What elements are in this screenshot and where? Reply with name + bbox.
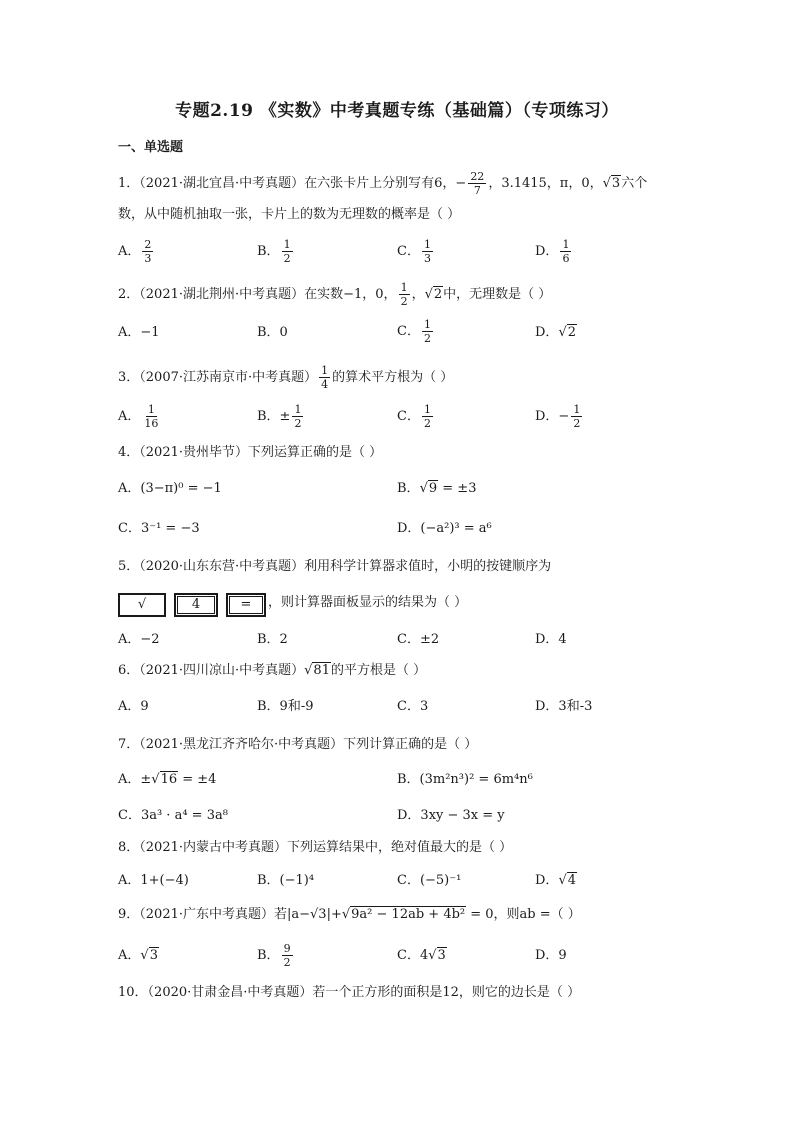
q7-option-c[interactable]: C．3a³ · a⁴ = 3a⁸: [118, 808, 228, 823]
question-4-stem: 4．（2021·贵州毕节）下列运算正确的是（ ）: [118, 445, 383, 460]
q2-option-a[interactable]: A．−1: [118, 325, 160, 340]
q2-option-d[interactable]: D．√2: [535, 325, 577, 340]
q4-option-a[interactable]: A．(3−π)⁰ = −1: [118, 481, 222, 496]
q9-option-d[interactable]: D．9: [535, 948, 567, 963]
q4-option-c[interactable]: C．3⁻¹ = −3: [118, 521, 200, 536]
q1-option-c[interactable]: C． $\frac{1}{3}$: [397, 238, 431, 265]
q8-option-c[interactable]: C．(−5)⁻¹: [397, 873, 462, 888]
question-1-stem: 1．（2021·湖北宜昌·中考真题）在六张卡片上分别写有6，− $\frac{22}{7}$ ，3.1415，π，0，√3六个: [118, 170, 648, 197]
q1-option-b[interactable]: B． $\frac{1}{2}$: [257, 238, 291, 265]
q5-option-b[interactable]: B．2: [257, 632, 288, 647]
q9-option-c[interactable]: C．4√3: [397, 948, 446, 963]
q7-option-b[interactable]: B．(3m²n³)² = 6m⁴n⁶: [397, 772, 533, 787]
q3-option-a[interactable]: A． $\frac{1}{16}$: [118, 403, 159, 430]
q8-option-b[interactable]: B．(−1)⁴: [257, 873, 315, 888]
page-title: 专题2.19 《实数》中考真题专练（基础篇）（专项练习）: [175, 101, 619, 121]
question-5-stem-line2: ，则计算器面板显示的结果为（ ）: [268, 595, 468, 610]
q2-option-b[interactable]: B．0: [257, 325, 288, 340]
question-8-stem: 8．（2021·内蒙古中考真题）下列运算结果中，绝对值最大的是（ ）: [118, 840, 513, 855]
q4-option-d[interactable]: D．(−a²)³ = a⁶: [397, 521, 492, 536]
calculator-equals-key: =: [226, 593, 266, 617]
question-10-stem: 10．（2020·甘肃金昌·中考真题）若一个正方形的面积是12，则它的边长是（ ）: [118, 985, 581, 1000]
question-7-stem: 7．（2021·黑龙江齐齐哈尔·中考真题）下列计算正确的是（ ）: [118, 737, 478, 752]
question-1-stem-line2: 数，从中随机抽取一张，卡片上的数为无理数的概率是（ ）: [118, 207, 461, 222]
q3-option-b[interactable]: B．± $\frac{1}{2}$: [257, 403, 302, 430]
q9-option-a[interactable]: A．√3: [118, 948, 158, 963]
q5-option-d[interactable]: D．4: [535, 632, 567, 647]
q7-option-a[interactable]: A．±√16 = ±4: [118, 772, 217, 787]
question-6-stem: 6．（2021·四川凉山·中考真题）√81的平方根是（ ）: [118, 663, 427, 678]
calculator-4-key: 4: [174, 593, 218, 617]
fraction: $\frac{22}{7}$: [470, 170, 485, 197]
q7-option-d[interactable]: D．3xy − 3x = y: [397, 808, 505, 823]
question-9-stem: 9．（2021·广东中考真题）若|a−√3|+√9a² − 12ab + 4b² = 0，则ab =（ ）: [118, 907, 581, 922]
question-2-stem: 2．（2021·湖北荆州·中考真题）在实数−1，0， $\frac{1}{2}$ ，√2中，无理数是（ ）: [118, 281, 552, 308]
q2-option-c[interactable]: C． $\frac{1}{2}$: [397, 318, 431, 345]
section-heading: 一、单选题: [118, 140, 184, 155]
q1-option-d[interactable]: D． $\frac{1}{6}$: [535, 238, 570, 265]
q4-option-b[interactable]: B．√9 = ±3: [397, 481, 477, 496]
q8-option-a[interactable]: A．1+(−4): [118, 873, 189, 888]
q3-option-c[interactable]: C． $\frac{1}{2}$: [397, 403, 431, 430]
q6-option-a[interactable]: A．9: [118, 699, 149, 714]
q6-option-b[interactable]: B．9和-9: [257, 699, 314, 714]
q1-option-a[interactable]: A． $\frac{2}{3}$: [118, 238, 152, 265]
question-5-stem: 5．（2020·山东东营·中考真题）利用科学计算器求值时，小明的按键顺序为: [118, 559, 552, 574]
q6-option-c[interactable]: C．3: [397, 699, 429, 714]
q8-option-d[interactable]: D．√4: [535, 873, 577, 888]
q5-option-a[interactable]: A．−2: [118, 632, 160, 647]
q3-option-d[interactable]: D．− $\frac{1}{2}$: [535, 403, 581, 430]
calculator-sqrt-key: √: [118, 593, 166, 617]
q6-option-d[interactable]: D．3和-3: [535, 699, 593, 714]
q9-option-b[interactable]: B． $\frac{9}{2}$: [257, 942, 291, 969]
q5-option-c[interactable]: C．±2: [397, 632, 440, 647]
question-3-stem: 3．（2007·江苏南京市·中考真题） $\frac{1}{4}$ 的算术平方根为（ ）: [118, 364, 454, 391]
sqrt: √3: [602, 176, 621, 191]
